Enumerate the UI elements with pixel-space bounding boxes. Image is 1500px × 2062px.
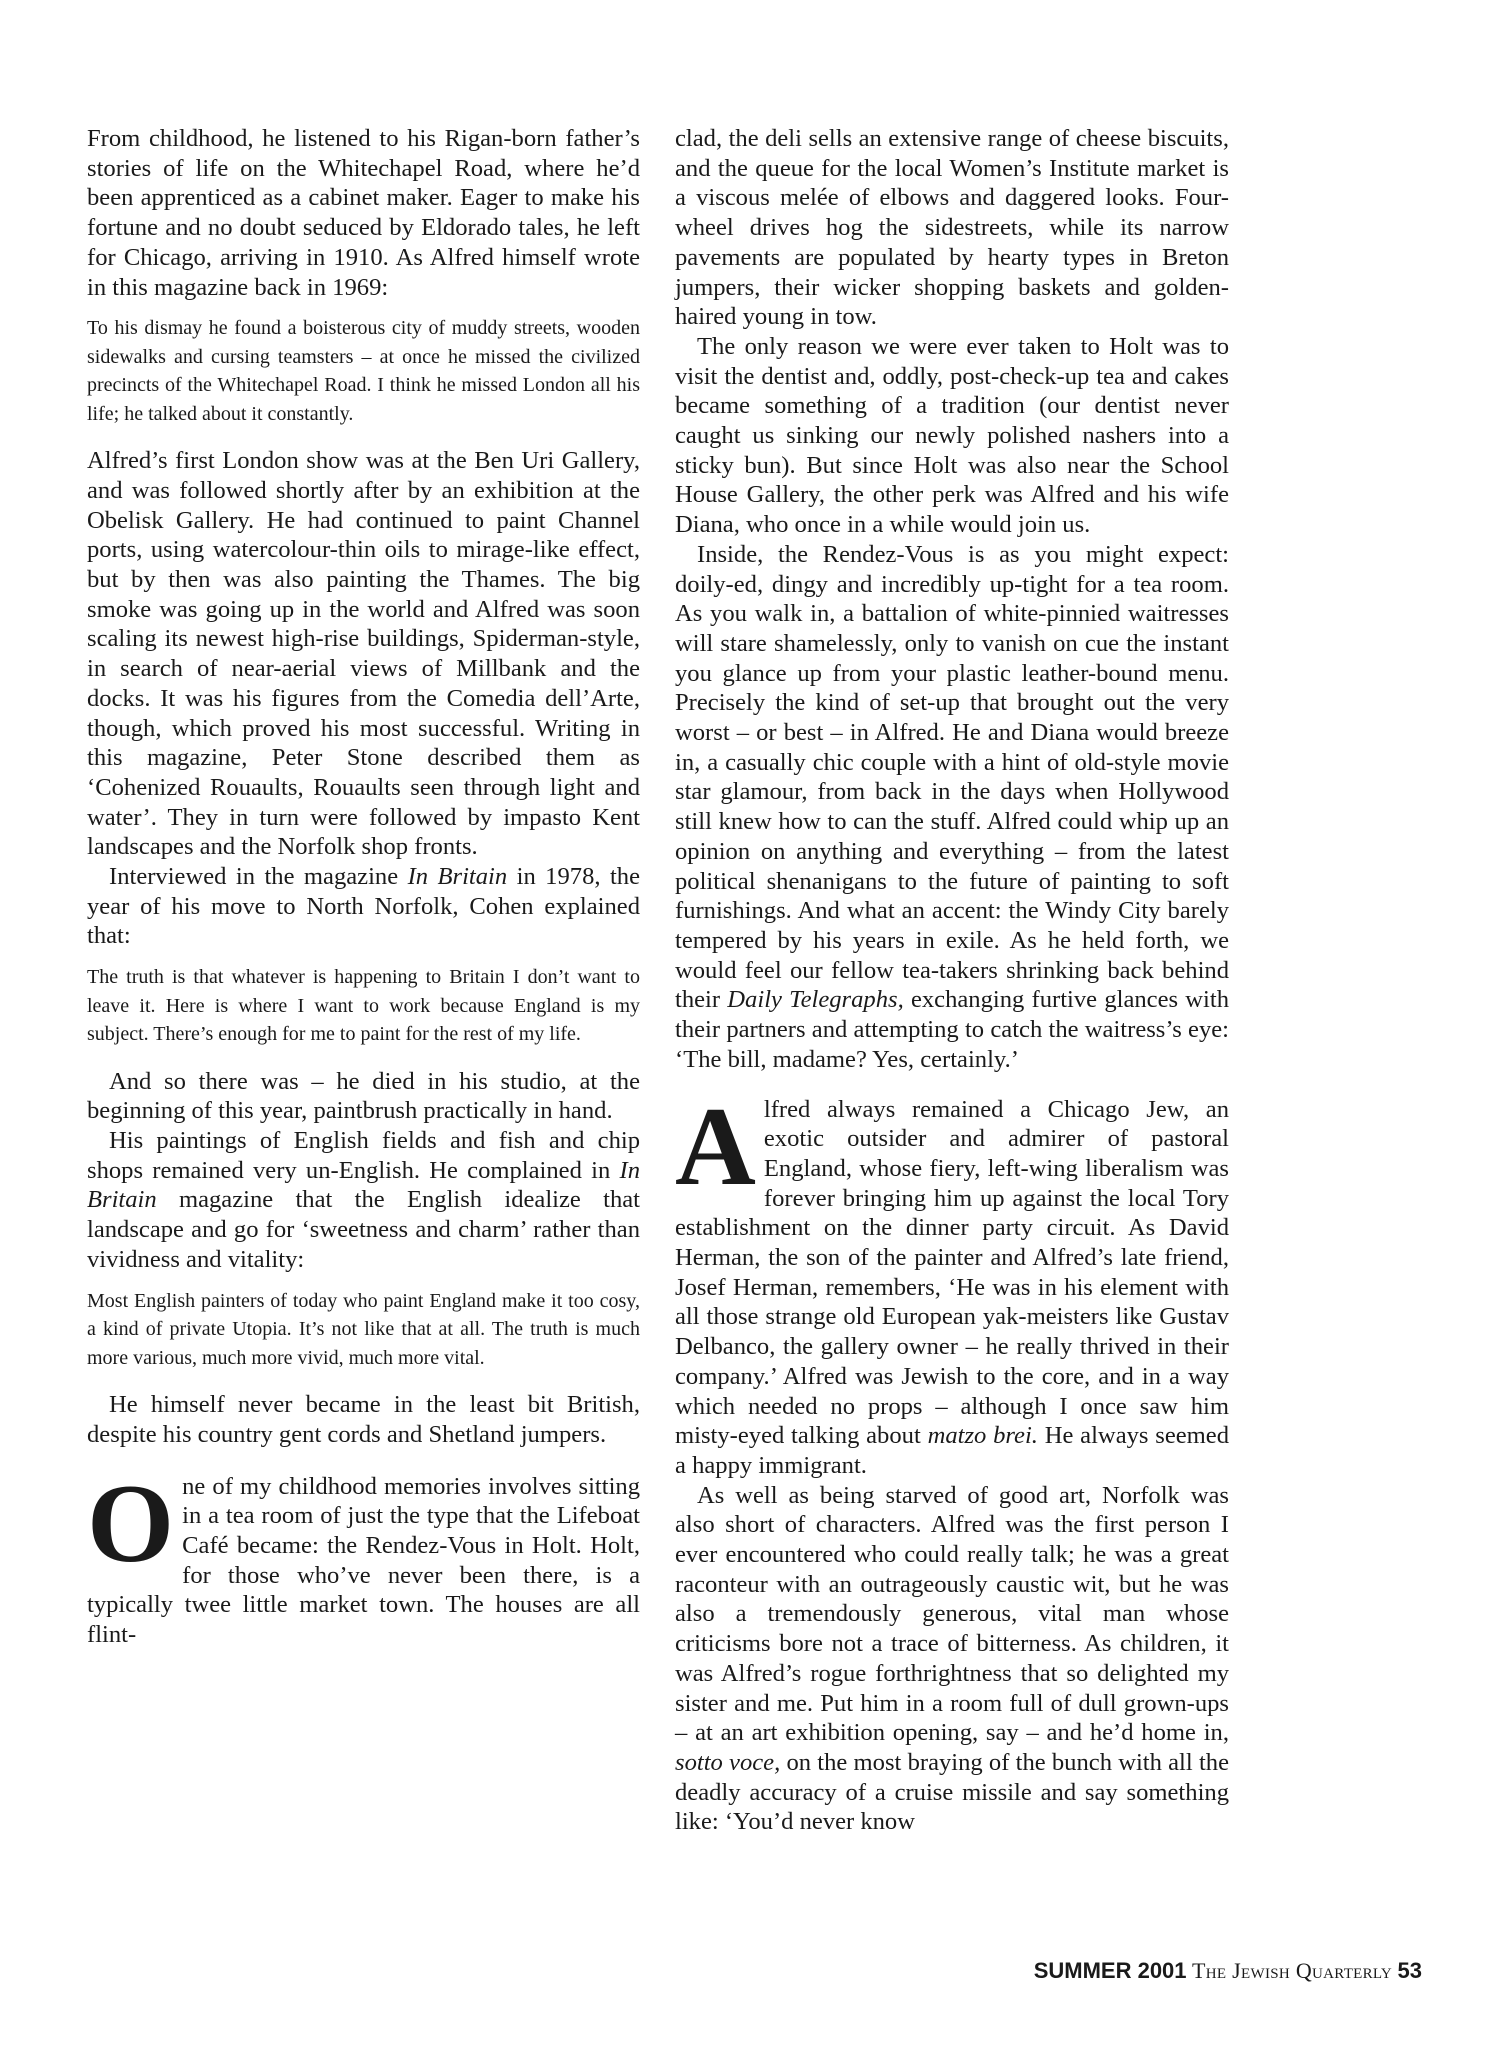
publication-title: In Britain xyxy=(407,863,508,891)
issue-season: SUMMER 2001 xyxy=(1033,1958,1187,1983)
drop-cap: O xyxy=(87,1461,175,1586)
paragraph: Inside, the Rendez-Vous is as you might expect: doily-ed, dingy and incredibly up-tight for a tea room. As you walk in, a battalion of white-pinnied waitresses will stare shamelessly, only to vanish on cue the instant you glance up from your plastic leather-bound menu. Precisely the kind of set-up that brought out the very worst – or best – in Alfred. He and Diana would breeze in, a casually chic couple with a hint of old-style movie star glamour, from back in the days when Hollywood still knew how to can the stuff. Alfred could whip up an opinion on anything and everything – from the latest political shenanigans to the future of painting to soft furnishings. And what an accent: the Windy City barely tempered by his years in exile. As he held forth, we would feel our fellow tea-takers shrinking back behind their Daily Telegraphs, exchanging furtive glances with their partners and attempting to catch the waitress’s eye: ‘The bill, madame? Yes, certainly.’ xyxy=(675,540,1230,1073)
page-footer xyxy=(772,1958,1422,1984)
block-quote: To his dismay he found a boisterous city of muddy streets, wooden sidewalks and cursing teamsters – at once he missed the civilized precincts of the Whitechapel Road. I think he missed London all his life; he talked about it constantly. xyxy=(87,317,640,425)
paragraph: Interviewed in the magazine In Britain in 1978, the year of his move to North Norfolk, Cohen explained that: xyxy=(87,863,640,950)
paragraph: He himself never became in the least bit British, despite his country gent cords and Shetland jumpers. xyxy=(87,1391,640,1448)
publication-title: In Britain xyxy=(87,1156,640,1214)
journal-name: The Jewish Quarterly xyxy=(1192,1958,1393,1983)
paragraph: From childhood, he listened to his Rigan-born father’s stories of life on the Whitechapel Road, where he’d been apprenticed as a cabinet maker. Eager to make his fortune and no doubt seduced by Eldorado tales, he left for Chicago, arriving in 1910. As Alfred himself wrote in this magazine back in 1969: xyxy=(87,125,640,301)
block-quote: The truth is that whatever is happening to Britain I don’t want to leave it. Here is where I want to work because England is my subject. There’s enough for me to paint for the rest of my life. xyxy=(87,966,640,1046)
paragraph-dropcap: Alfred always remained a Chicago Jew, an exotic outsider and admirer of pastoral England, whose fiery, left-wing liberalism was forever bringing him up against the local Tory establishment on the dinner party circuit. As David Herman, the son of the painter and Alfred’s late friend, Josef Herman, remembers, ‘He was in his element with all those strange old European yak-meisters like Gustav Delbanco, the gallery owner – he really thrived in their company.’ Alfred was Jewish to the core, and in a way which needed no props – although I once saw him misty-eyed talking about matzo brei. He always seemed a happy immigrant. xyxy=(675,1084,1229,1479)
paragraph: clad, the deli sells an extensive range of cheese biscuits, and the queue for the local Women’s Institute market is a viscous melée of elbows and daggered looks. Four-wheel drives hog the sidestreets, while its narrow pavements are populated by hearty types in Breton jumpers, their wicker shopping baskets and golden-haired young in tow. xyxy=(675,125,1229,331)
paragraph: And so there was – he died in his studio, at the beginning of this year, paintbrush practically in hand. xyxy=(87,1067,640,1125)
paragraph: His paintings of English fields and fish and chip shops remained very un-English. He complained in In Britain magazine that the English idealize that landscape and go for ‘sweetness and charm’ rather than vividness and vitality: xyxy=(87,1127,640,1273)
paragraph: The only reason we were ever taken to Holt was to visit the dentist and, oddly, post-check-up tea and cakes became something of a tradition (our dentist never caught us sinking our newly polished nashers into a sticky bun). But since Holt was also near the School House Gallery, the other perk was Alfred and his wife Diana, who once in a while would join us. xyxy=(675,332,1229,539)
paragraph: Alfred’s first London show was at the Ben Uri Gallery, and was followed shortly after by an exhibition at the Obelisk Gallery. He had continued to paint Channel ports, using watercolour-thin oils to mirage-like effect, but by then was also painting the Thames. The big smoke was going up in the world and Alfred was soon scaling its newest high-rise buildings, Spiderman-style, in search of near-aerial views of Millbank and the docks. It was his figures from the Comedia dell’Arte, though, which proved his most successful. Writing in this magazine, Peter Stone described them as ‘Cohenized Rouaults, Rouaults seen through light and water’. They in turn were followed by impasto Kent landscapes and the Norfolk shop fronts. xyxy=(87,447,640,861)
page-number: 53 xyxy=(1397,1958,1422,1983)
right-column xyxy=(675,124,1229,1837)
newspaper-title: Daily Telegraphs, xyxy=(727,986,904,1014)
left-column xyxy=(87,124,640,1650)
italic-phrase: sotto voce, xyxy=(675,1748,781,1776)
paragraph-dropcap: One of my childhood memories involves sitting in a tea room of just the type that the Lifeboat Café became: the Rendez-Vous in Holt. Holt, for those who’ve never been there, is a typically twee little market town. The houses are all flint- xyxy=(87,1461,640,1649)
block-quote: Most English painters of today who paint England make it too cosy, a kind of private Utopia. It’s not like that at all. The truth is much more various, much more vivid, much more vital. xyxy=(87,1289,640,1369)
italic-phrase: matzo brei. xyxy=(927,1422,1038,1450)
paragraph: As well as being starved of good art, Norfolk was also short of characters. Alfred was the first person I ever encountered who could really talk; he was a great raconteur with an outrageously caustic wit, but he was also a tremendously generous, vital man whose criticisms bore not a trace of bitterness. As children, it was Alfred’s rogue forthrightness that so delighted my sister and me. Put him in a room full of dull grown-ups – at an art exhibition opening, say – and he’d home in, sotto voce, on the most braying of the bunch with all the deadly accuracy of a cruise missile and say something like: ‘You’d never know xyxy=(675,1481,1229,1836)
drop-cap: A xyxy=(675,1084,756,1209)
